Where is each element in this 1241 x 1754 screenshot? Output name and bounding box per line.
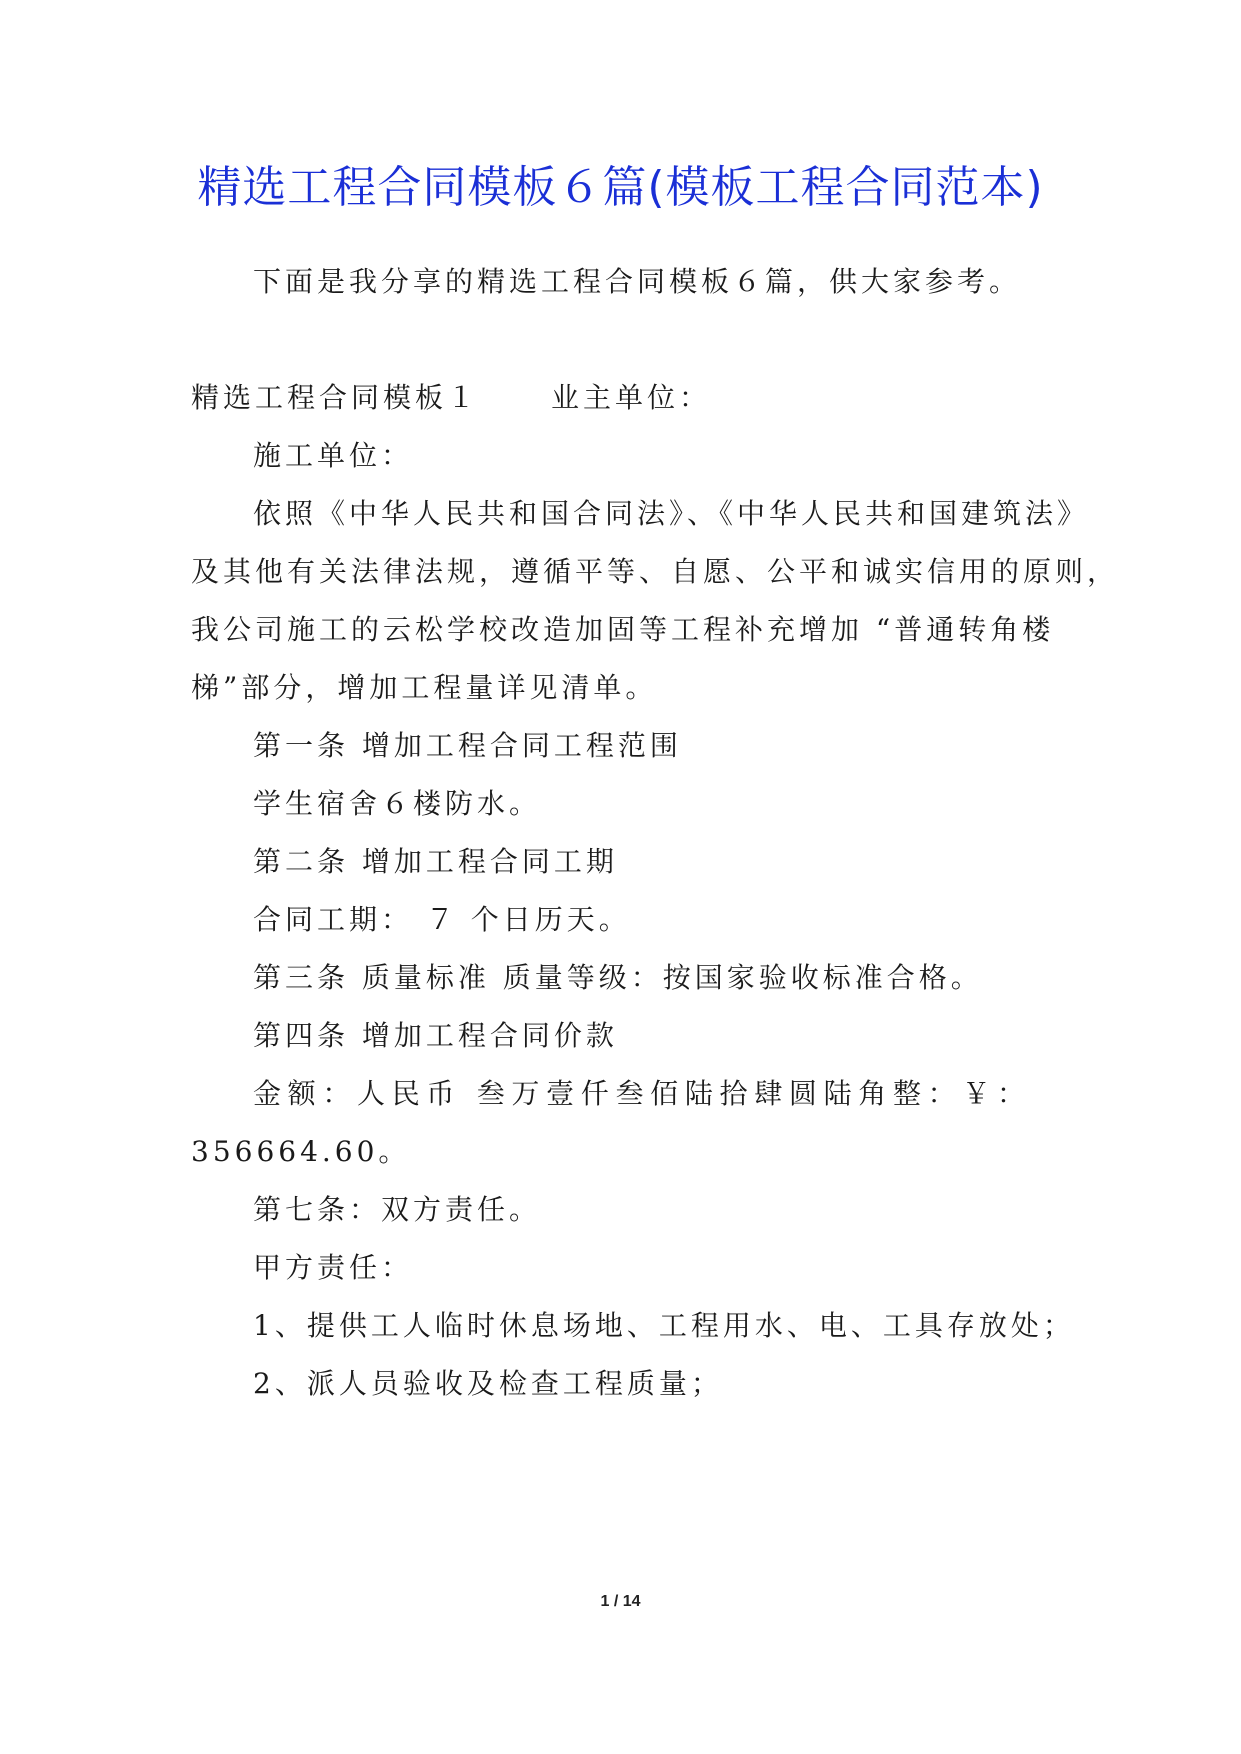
owner-label: 业主单位：	[551, 381, 712, 414]
paragraph-line: 梯”部分，增加工程量详见清单。	[191, 671, 658, 704]
article-title: 第四条 增加工程合同价款	[253, 1019, 618, 1052]
paragraph-line: 及其他有关法律法规，遵循平等、自愿、公平和诚实信用的原则，	[191, 555, 1120, 588]
document-title: 精选工程合同模板６篇(模板工程合同范本)	[197, 162, 1044, 213]
list-item: 2、派人员验收及检查工程质量；	[253, 1367, 723, 1400]
section-heading-line	[191, 378, 711, 418]
article-title: 第三条 质量标准 质量等级：按国家验收标准合格。	[253, 961, 983, 994]
page-number: 1 / 14	[600, 1593, 641, 1610]
party-a-title: 甲方责任：	[253, 1251, 414, 1284]
article-body: 合同工期： ７ 个日历天。	[253, 903, 631, 936]
contractor-label: 施工单位：	[253, 439, 414, 472]
article-title: 第一条 增加工程合同工程范围	[253, 729, 682, 762]
amount-line: 金额：人民币 叁万壹仟叁佰陆拾肆圆陆角整：￥：	[253, 1077, 1031, 1110]
paragraph-line: 我公司施工的云松学校改造加固等工程补充增加 “普通转角楼	[191, 613, 1055, 646]
article-title: 第七条：双方责任。	[253, 1193, 542, 1226]
article-body: 学生宿舍６楼防水。	[253, 787, 542, 820]
amount-value: 356664.60。	[191, 1135, 411, 1168]
article-title: 第二条 增加工程合同工期	[253, 845, 618, 878]
paragraph-line: 依照《中华人民共和国合同法》、《中华人民共和国建筑法》	[253, 497, 1090, 530]
intro-paragraph: 下面是我分享的精选工程合同模板６篇，供大家参考。	[253, 265, 1022, 298]
list-item: 1、提供工人临时休息场地、工程用水、电、工具存放处；	[253, 1309, 1075, 1342]
section-heading: 精选工程合同模板１	[191, 381, 480, 414]
